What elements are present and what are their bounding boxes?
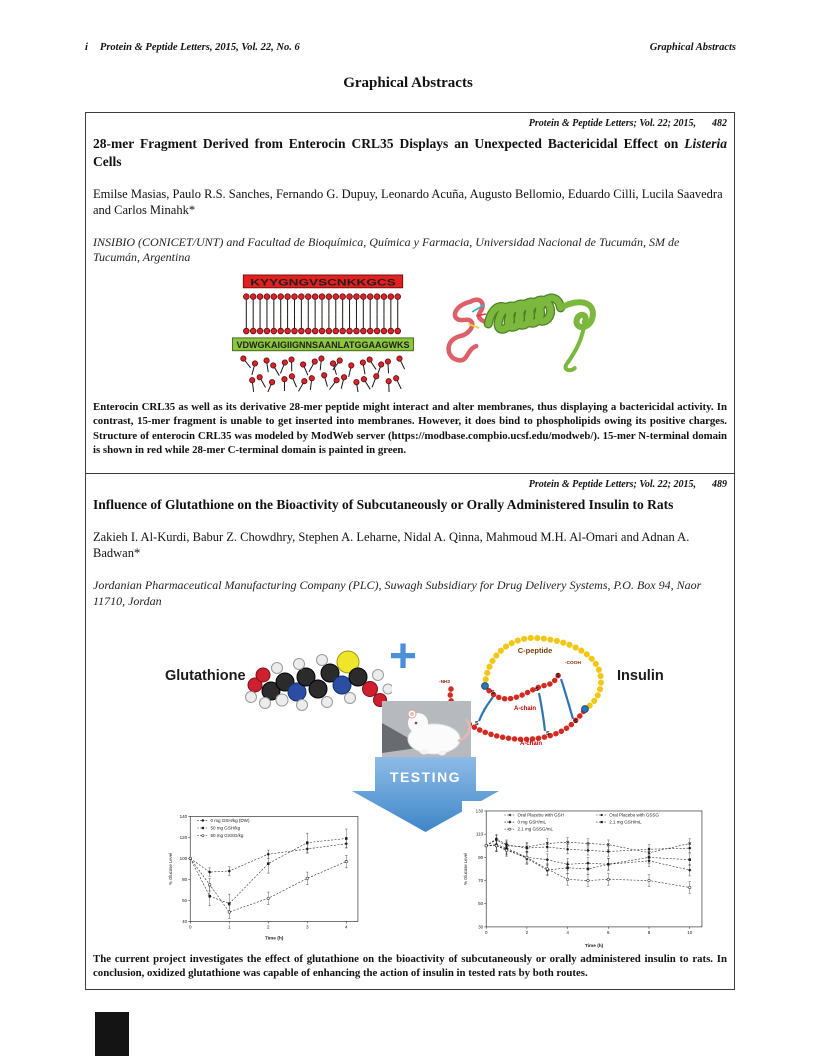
svg-text:50: 50 bbox=[478, 901, 484, 907]
a-chain-label-mid: A-chain bbox=[513, 706, 537, 712]
citation-line bbox=[93, 479, 727, 490]
svg-text:30: 30 bbox=[478, 924, 484, 930]
abstract-card-489 bbox=[85, 473, 735, 990]
svg-text:2.1 mg GSH/mL: 2.1 mg GSH/mL bbox=[609, 819, 642, 825]
svg-text:3: 3 bbox=[305, 924, 309, 930]
plus-sign: + bbox=[389, 630, 418, 683]
svg-text:8: 8 bbox=[647, 929, 651, 935]
testing-arrow-label: TESTING bbox=[389, 769, 462, 785]
abstract-card-482 bbox=[85, 112, 735, 474]
citation-page-number: 482 bbox=[712, 118, 727, 129]
svg-text:120: 120 bbox=[179, 834, 188, 840]
glutathione-label: Glutathione bbox=[165, 668, 246, 684]
svg-text:50 mg GSSG/kg: 50 mg GSSG/kg bbox=[210, 833, 244, 839]
disulfide-s-label: S bbox=[475, 721, 479, 727]
svg-text:90: 90 bbox=[478, 854, 484, 860]
membrane-bilayer-diagram bbox=[198, 274, 448, 392]
running-head bbox=[85, 42, 736, 53]
junction-bead bbox=[582, 706, 589, 713]
junction-bead bbox=[482, 683, 489, 690]
title-text: 28-mer Fragment Derived from Enterocin CRL35 Displays an Unexpected Bactericidal Effect on bbox=[93, 136, 685, 151]
citation-text: Protein & Peptide Letters; Vol. 22; 2015, bbox=[528, 479, 696, 490]
disulfide-s-label: S bbox=[546, 731, 550, 737]
a-chain-label-bottom: A-chain bbox=[519, 741, 543, 747]
svg-text:0: 0 bbox=[188, 924, 192, 930]
protein-ribbon-illustration bbox=[432, 271, 648, 395]
svg-text:% Glucose Level: % Glucose Level bbox=[168, 852, 174, 885]
title-species-italic: Listeria bbox=[684, 136, 727, 151]
svg-text:0 mg GSH/kg (DW): 0 mg GSH/kg (DW) bbox=[210, 817, 250, 823]
folio-mark: i bbox=[85, 42, 88, 53]
svg-text:100: 100 bbox=[179, 855, 188, 861]
svg-text:0 mg GSH/mL: 0 mg GSH/mL bbox=[517, 819, 547, 825]
svg-text:110: 110 bbox=[475, 831, 484, 837]
cooh-label: -COOH bbox=[565, 661, 581, 666]
journal-citation: Protein & Peptide Letters, 2015, Vol. 22, No. 6 bbox=[99, 42, 300, 53]
svg-text:4: 4 bbox=[344, 924, 348, 930]
svg-text:Oral Placebo with GSH: Oral Placebo with GSH bbox=[517, 812, 564, 818]
svg-text:130: 130 bbox=[475, 808, 484, 814]
svg-text:% Glucose Level: % Glucose Level bbox=[463, 852, 469, 885]
svg-text:60: 60 bbox=[182, 897, 188, 903]
citation-page-number: 489 bbox=[712, 479, 727, 490]
svg-text:Oral Placebo with GSSG: Oral Placebo with GSSG bbox=[609, 812, 659, 818]
svg-text:50 mg GSH/kg: 50 mg GSH/kg bbox=[210, 825, 241, 831]
abstract-caption-489: The current project investigates the effect of glutathione on the bioactivity of subcutaneously or orally administered insulin to rats. In conclusion, oxidized glutathione was capable of enhancing the action of insulin in tested rats by both routes. bbox=[93, 953, 727, 980]
svg-text:2.1 mg GSSG/mL: 2.1 mg GSSG/mL bbox=[517, 826, 554, 832]
disulfide-s-label: S bbox=[535, 687, 539, 693]
svg-text:1: 1 bbox=[227, 924, 231, 930]
svg-text:6: 6 bbox=[607, 929, 610, 935]
figure-glutathione-insulin-testing bbox=[86, 631, 734, 953]
svg-text:10: 10 bbox=[687, 929, 693, 935]
nh2-label: -NH2 bbox=[439, 680, 451, 685]
glucose-chart-subcutaneous bbox=[167, 808, 364, 944]
page-title: Graphical Abstracts bbox=[343, 75, 473, 91]
affiliation-489: Jordanian Pharmaceutical Manufacturing Company (PLC), Suwagh Subsidiary for Drug Delivery Systems, P.O. Box 94, Naor 11710, Jordan bbox=[93, 577, 702, 608]
seq-15mer-label: KYYGNGVSCNKKGCS bbox=[250, 277, 396, 288]
seq-28mer-label: VDWGKAIGIIGNNSAANLATGGAAGWKS bbox=[236, 340, 410, 351]
disulfide-s-label: S bbox=[491, 690, 495, 696]
svg-text:80: 80 bbox=[182, 876, 188, 882]
citation-line bbox=[93, 118, 727, 129]
c-peptide-label: C-peptide bbox=[517, 646, 553, 655]
svg-text:Time (h): Time (h) bbox=[264, 936, 284, 942]
clipped-next-figure bbox=[95, 1012, 129, 1056]
glutathione-molecule-model bbox=[242, 645, 392, 713]
disrupted-lipids bbox=[240, 355, 407, 392]
figure-membrane-model bbox=[86, 271, 734, 399]
affiliation-482: INSIBIO (CONICET/UNT) and Facultad de Bioquímica, Química y Farmacia, Universidad Nacional de Tucumán, SM de Tucumán, Argentina bbox=[93, 234, 680, 265]
svg-text:Time (h): Time (h) bbox=[584, 944, 604, 950]
svg-text:40: 40 bbox=[182, 918, 188, 924]
abstract-caption-482: Enterocin CRL35 as well as its derivative 28-mer peptide might interact and alter membranes, thus displaying a bactericidal activity. In contrast, 15-mer fragment is unable to get inserted into membranes. However, it does bind to phospholipids owing its positive charges. Structure of enterocin CRL35 was modeled by ModWeb server (https://modbase.compbio.ucsf.edu/modweb/). 15-mer N-terminal domain is shown in red while 28-mer C-terminal domain is painted in green. bbox=[93, 401, 727, 457]
running-head-left bbox=[85, 42, 300, 53]
svg-text:2: 2 bbox=[525, 929, 529, 935]
glucose-chart-oral bbox=[462, 801, 709, 951]
svg-text:4: 4 bbox=[566, 929, 569, 935]
authors-482: Emilse Masias, Paulo R.S. Sanches, Fernando G. Dupuy, Leonardo Acuña, Augusto Bellomio, Eduardo Cilli, Lucila Saavedra and Carlos Minahk* bbox=[93, 186, 723, 218]
svg-text:70: 70 bbox=[478, 878, 484, 884]
svg-text:2: 2 bbox=[266, 924, 270, 930]
citation-text: Protein & Peptide Letters; Vol. 22; 2015, bbox=[528, 118, 696, 129]
insulin-label: Insulin bbox=[617, 668, 664, 684]
article-title-482 bbox=[93, 135, 727, 171]
disulfide-s-label: S bbox=[556, 673, 560, 679]
title-text-end: Cells bbox=[93, 153, 122, 169]
svg-text:140: 140 bbox=[179, 813, 188, 819]
svg-text:0: 0 bbox=[484, 929, 488, 935]
rat-photo bbox=[382, 701, 471, 764]
lipid-bilayer bbox=[243, 294, 400, 334]
running-head-right: Graphical Abstracts bbox=[649, 42, 736, 53]
article-title-489: Influence of Glutathione on the Bioactivity of Subcutaneously or Orally Administered Insulin to Rats bbox=[93, 497, 674, 512]
authors-489: Zakieh I. Al-Kurdi, Babur Z. Chowdhry, Stephen A. Leharne, Nidal A. Qinna, Mahmoud M.H. Al-Omari and Adnan A. Badwan* bbox=[93, 529, 690, 561]
disulfide-s-label: S bbox=[574, 719, 578, 725]
